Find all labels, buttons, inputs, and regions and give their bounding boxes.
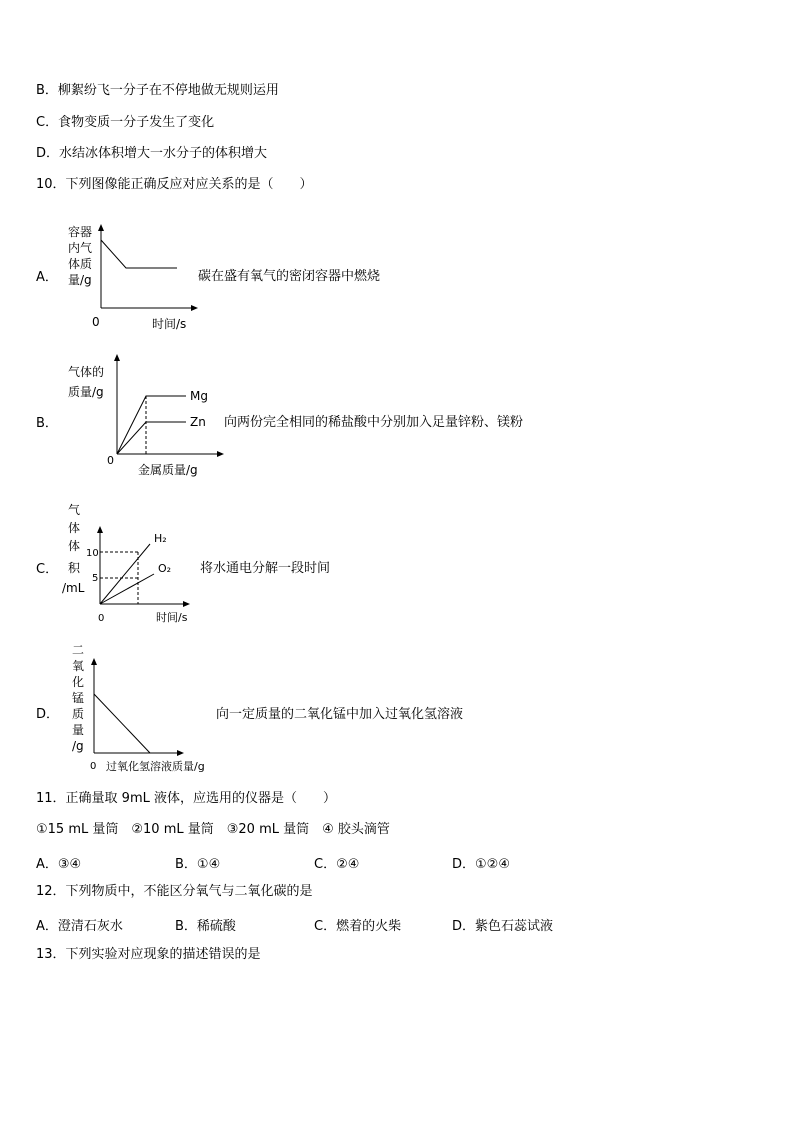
graph-a-x-arrow [191,305,198,311]
q12-choice-a: A．澄清石灰水 [36,919,123,934]
q10-graph-b [60,352,230,480]
graph-d-y-arrow [91,658,97,665]
q12-choice-c: C．燃着的火柴 [314,919,402,934]
q9-option-b: B．柳絮纷飞一分子在不停地做无规则运用 [36,83,279,98]
graph-c-ylabel-line: /mL [62,581,85,595]
q10-graph-d [60,640,220,776]
graph-c-tick-10: 10 [86,548,99,559]
q9-option-d: D．水结冰体积增大一水分子的体积增大 [36,146,268,161]
graph-a-ylabel-line: 量/g [68,273,92,287]
q10-graph-a [60,222,210,332]
q13-stem: 13．下列实验对应现象的描述错误的是 [36,947,261,962]
graph-c-x-arrow [183,601,190,607]
q12-choice-d: D．紫色石蕊试液 [452,919,554,934]
graph-c-h2-line [100,544,150,604]
graph-b-mg-line [117,396,186,454]
graph-b-ylabel-line: 质量/g [68,385,104,399]
graph-b-xlabel: 金属质量/g [138,463,198,477]
graph-a-origin: 0 [92,315,100,329]
q11-choice-c: C．②④ [314,857,360,872]
graph-a-ylabel [68,224,92,287]
graph-c-ylabel-line: 气 [68,503,81,517]
q10-option-a-description: 碳在盛有氧气的密闭容器中燃烧 [198,269,381,284]
q9-option-c: C．食物变质一分子发生了变化 [36,115,215,130]
graph-b-x-arrow [217,451,224,457]
graph-c-tick-5: 5 [92,573,99,584]
q10-option-c-description: 将水通电分解一段时间 [200,561,331,576]
q10-option-c-label: C． [36,562,59,577]
graph-d-line [94,694,150,753]
q10-graph-c [60,500,200,628]
graph-b-y-arrow [114,354,120,361]
q11-choice-a: A．③④ [36,857,82,872]
q10-option-b-label: B． [36,416,58,431]
graph-d-ylabel-line: 氧 [72,659,85,673]
graph-a-ylabel-line: 内气 [68,241,93,255]
q10-stem: 10．下列图像能正确反应对应关系的是（ ） [36,177,313,192]
q10-option-b-description: 向两份完全相同的稀盐酸中分别加入足量锌粉、镁粉 [224,415,524,430]
graph-a-y-arrow [98,224,104,231]
q10-option-d-description: 向一定质量的二氧化锰中加入过氧化氢溶液 [216,707,464,722]
graph-c-ylabel-line: 体 [68,521,81,535]
q11-choice-b: B．①④ [175,857,221,872]
graph-b-zn-label: Zn [190,415,206,429]
graph-d-ylabel-line: 二 [72,643,85,657]
graph-a-ylabel-line: 体质 [68,257,93,271]
graph-d-origin: 0 [90,761,97,772]
graph-b-ylabel-line: 气体的 [68,365,105,379]
q10-option-d-label: D． [36,707,60,722]
q12-stem: 12．下列物质中，不能区分氧气与二氧化碳的是 [36,884,313,899]
graph-d-ylabel-line: 化 [72,675,85,689]
q12-choice-b: B．稀硫酸 [175,919,236,934]
graph-a-curve [101,240,177,268]
graph-b-origin: 0 [107,454,114,467]
graph-b-zn-line [117,422,186,454]
graph-c-xlabel: 时间/s [156,611,188,624]
graph-a-xlabel: 时间/s [152,317,187,331]
graph-d-ylabel-line: /g [72,739,84,753]
graph-c-y-arrow [97,526,103,533]
graph-d-ylabel-line: 锰 [72,691,85,705]
q11-stem: 11．正确量取 9mL 液体，应选用的仪器是（ ） [36,791,336,806]
q11-instruments: ①15 mL 量筒 ②10 mL 量筒 ③20 mL 量筒 ④ 胶头滴管 [36,822,390,837]
graph-a-ylabel-line: 容器 [68,225,93,239]
graph-c-h2-label: H₂ [154,532,167,545]
q10-option-a-label: A． [36,270,58,285]
graph-d-xlabel: 过氧化氢溶液质量/g [106,760,205,773]
graph-d-x-arrow [177,750,184,756]
graph-c-ylabel-line: 体 [68,539,81,553]
graph-b-mg-label: Mg [190,389,208,403]
graph-c-o2-label: O₂ [158,562,172,575]
graph-d-ylabel-line: 量 [72,723,85,737]
q11-choice-d: D．①②④ [452,857,510,872]
graph-c-ylabel-line: 积 [68,561,81,575]
graph-d-ylabel-line: 质 [72,707,85,721]
graph-c-origin: 0 [98,613,105,624]
